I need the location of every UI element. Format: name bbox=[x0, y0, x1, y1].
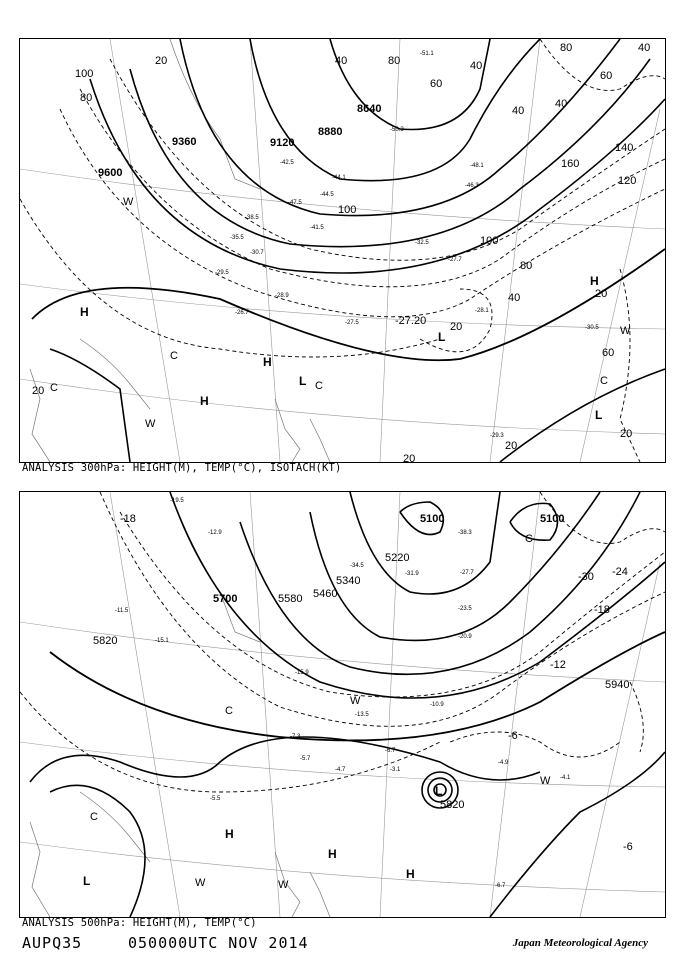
isotach-label: 100 bbox=[75, 68, 94, 80]
cold-symbol: C bbox=[600, 375, 608, 387]
temperature-value: -46.3 bbox=[465, 183, 479, 189]
isotach-label: 80 bbox=[520, 260, 533, 272]
temperature-value: -38.5 bbox=[245, 215, 259, 221]
temperature-value: -28.9 bbox=[275, 293, 289, 299]
height-label: 5820 bbox=[440, 799, 465, 811]
temperature-value: -29.3 bbox=[490, 433, 504, 439]
warm-symbol: W bbox=[145, 418, 156, 430]
panel-caption-500hpa: ANALYSIS 500hPa: HEIGHT(M), TEMP(°C) bbox=[22, 917, 257, 929]
temperature-value: -4.7 bbox=[335, 767, 346, 773]
isotherm-label: -6 bbox=[508, 730, 518, 742]
cold-symbol: C bbox=[225, 705, 233, 717]
isotherm-label: -24 bbox=[612, 566, 628, 578]
temperature-value: -11.5 bbox=[115, 608, 129, 614]
isotherm-label: -6 bbox=[623, 841, 633, 853]
isotach-label: 60 bbox=[430, 78, 443, 90]
temperature-value: -26.7 bbox=[235, 310, 249, 316]
isotach-label: 40 bbox=[335, 55, 348, 67]
height-label: 9600 bbox=[98, 167, 123, 179]
height-label: 5100 bbox=[420, 513, 445, 525]
valid-time: 050000UTC NOV 2014 bbox=[128, 934, 309, 952]
isotach-label: 160 bbox=[561, 158, 580, 170]
temperature-value: -19.5 bbox=[170, 498, 184, 504]
isotach-label: 20 bbox=[403, 453, 416, 462]
low-pressure-symbol: L bbox=[435, 784, 443, 798]
temperature-samples bbox=[215, 51, 599, 439]
temperature-value: -27.7 bbox=[448, 257, 462, 263]
temperature-value: -31.9 bbox=[405, 571, 419, 577]
temperature-value: -15.9 bbox=[295, 670, 309, 676]
isotach-label: 40 bbox=[638, 42, 651, 54]
isotach-label: 40 bbox=[508, 292, 521, 304]
isotach-label: 120 bbox=[618, 175, 637, 187]
isotherm-label: -12 bbox=[550, 659, 566, 671]
height-label: 5580 bbox=[278, 593, 303, 605]
panel-caption-300hpa: ANALYSIS 300hPa: HEIGHT(M), TEMP(°C), ISOTACH(KT) bbox=[22, 462, 342, 474]
temperature-value: -44.5 bbox=[320, 192, 334, 198]
isotach-label: 20 bbox=[595, 288, 608, 300]
temperature-value: -47.5 bbox=[288, 200, 302, 206]
height-contours bbox=[30, 492, 665, 917]
isotach-label: 60 bbox=[602, 347, 615, 359]
agency-credit: Japan Meteorological Agency bbox=[512, 937, 648, 949]
temperature-value: -30.5 bbox=[585, 325, 599, 331]
height-label: 5940 bbox=[605, 679, 630, 691]
isotach-label: 80 bbox=[388, 55, 401, 67]
map-300hpa-canvas bbox=[20, 39, 665, 462]
isotach-label: 20 bbox=[155, 55, 168, 67]
temperature-value: -15.1 bbox=[155, 638, 169, 644]
temperature-value: -3.1 bbox=[390, 767, 401, 773]
warm-symbol: W bbox=[620, 325, 631, 337]
temperature-value: -5.7 bbox=[300, 756, 311, 762]
height-label: 8640 bbox=[357, 103, 382, 115]
isotach-label: 80 bbox=[80, 92, 93, 104]
cold-symbol: C bbox=[90, 811, 98, 823]
height-label: 8880 bbox=[318, 126, 343, 138]
temperature-value: -48.1 bbox=[470, 163, 484, 169]
temperature-value: -32.5 bbox=[415, 240, 429, 246]
isotach-label: 40 bbox=[470, 60, 483, 72]
temperature-value: -6.7 bbox=[385, 748, 396, 754]
temperature-value: -27.20 bbox=[395, 315, 427, 327]
height-label: 5820 bbox=[93, 635, 118, 647]
isotherm-label: -30 bbox=[578, 571, 594, 583]
temperature-value: -38.3 bbox=[458, 530, 472, 536]
high-pressure-symbol: H bbox=[80, 305, 89, 319]
isotach-label: 20 bbox=[32, 385, 45, 397]
high-pressure-symbol: H bbox=[200, 394, 209, 408]
temperature-value: -13.5 bbox=[355, 712, 369, 718]
cold-symbol: C bbox=[170, 350, 178, 362]
warm-symbol: W bbox=[278, 879, 289, 891]
low-pressure-symbol: L bbox=[299, 374, 307, 388]
temperature-value: -42.5 bbox=[280, 160, 294, 166]
warm-symbol: W bbox=[350, 695, 361, 707]
height-label: 5340 bbox=[336, 575, 361, 587]
isotach-label: 40 bbox=[512, 105, 525, 117]
coastline bbox=[30, 492, 330, 917]
temperature-value: -4.9 bbox=[498, 760, 509, 766]
isotach-label: 80 bbox=[560, 42, 573, 54]
temperature-value: -29.5 bbox=[215, 270, 229, 276]
graticule bbox=[20, 492, 665, 917]
temperature-value: -51.1 bbox=[420, 51, 434, 57]
isotach-label: 60 bbox=[600, 70, 613, 82]
analysis-300hpa-map bbox=[19, 38, 666, 463]
height-labels bbox=[98, 103, 381, 179]
height-contours bbox=[32, 39, 665, 462]
low-pressure-symbol: L bbox=[83, 874, 91, 888]
height-label: 9120 bbox=[270, 137, 295, 149]
temperature-value: -7.3 bbox=[290, 734, 301, 740]
isotach-label: 100 bbox=[338, 204, 357, 216]
map-500hpa-canvas bbox=[20, 492, 665, 917]
temperature-value: -6.7 bbox=[495, 883, 506, 889]
temperature-value: -30.7 bbox=[250, 250, 264, 256]
temperature-value: -41.5 bbox=[310, 225, 324, 231]
warm-symbol: W bbox=[540, 775, 551, 787]
height-label: 5220 bbox=[385, 552, 410, 564]
isotach-label: 100 bbox=[480, 235, 499, 247]
height-label: 5460 bbox=[313, 588, 338, 600]
isotherm-label: -18 bbox=[120, 513, 136, 525]
temperature-value: -28.1 bbox=[475, 308, 489, 314]
isotach-label: 40 bbox=[555, 98, 568, 110]
isotach-labels bbox=[32, 42, 650, 462]
temperature-value: -35.5 bbox=[230, 235, 244, 241]
temperature-value: -27.7 bbox=[460, 570, 474, 576]
temperature-value: -20.9 bbox=[458, 634, 472, 640]
isotach-label: 140 bbox=[615, 142, 634, 154]
temperature-value: -5.5 bbox=[210, 796, 221, 802]
temperature-value: -27.5 bbox=[345, 320, 359, 326]
temperature-value: -44.1 bbox=[332, 175, 346, 181]
temperature-value: -4.1 bbox=[560, 775, 571, 781]
temperature-value: -50.3 bbox=[390, 127, 404, 133]
high-pressure-symbol: H bbox=[406, 867, 415, 881]
temperature-value: -12.9 bbox=[208, 530, 222, 536]
temperature-value: -34.5 bbox=[350, 563, 364, 569]
isotach-label: 20 bbox=[620, 428, 633, 440]
high-pressure-symbol: H bbox=[225, 827, 234, 841]
cold-symbol: C bbox=[50, 382, 58, 394]
analysis-500hpa-map bbox=[19, 491, 666, 918]
height-label: 9360 bbox=[172, 136, 197, 148]
warm-symbol: W bbox=[195, 877, 206, 889]
isotherm-label: -18 bbox=[594, 604, 610, 616]
chart-code: AUPQ35 bbox=[22, 934, 83, 952]
isotach-label: 20 bbox=[450, 321, 463, 333]
isotherm-labels bbox=[120, 513, 633, 853]
height-label: 5100 bbox=[540, 513, 565, 525]
low-pressure-symbol: L bbox=[595, 408, 603, 422]
cold-symbol: C bbox=[315, 380, 323, 392]
pressure-systems bbox=[83, 533, 551, 891]
warm-symbol: W bbox=[123, 196, 134, 208]
high-pressure-symbol: H bbox=[590, 274, 599, 288]
temperature-value: -10.9 bbox=[430, 702, 444, 708]
coastline bbox=[30, 39, 330, 462]
temperature-value: -23.5 bbox=[458, 606, 472, 612]
low-pressure-symbol: L bbox=[438, 330, 446, 344]
high-pressure-symbol: H bbox=[263, 355, 272, 369]
cold-symbol: C bbox=[525, 533, 533, 545]
isotach-label: 20 bbox=[505, 440, 518, 452]
height-label: 5700 bbox=[213, 593, 238, 605]
high-pressure-symbol: H bbox=[328, 847, 337, 861]
